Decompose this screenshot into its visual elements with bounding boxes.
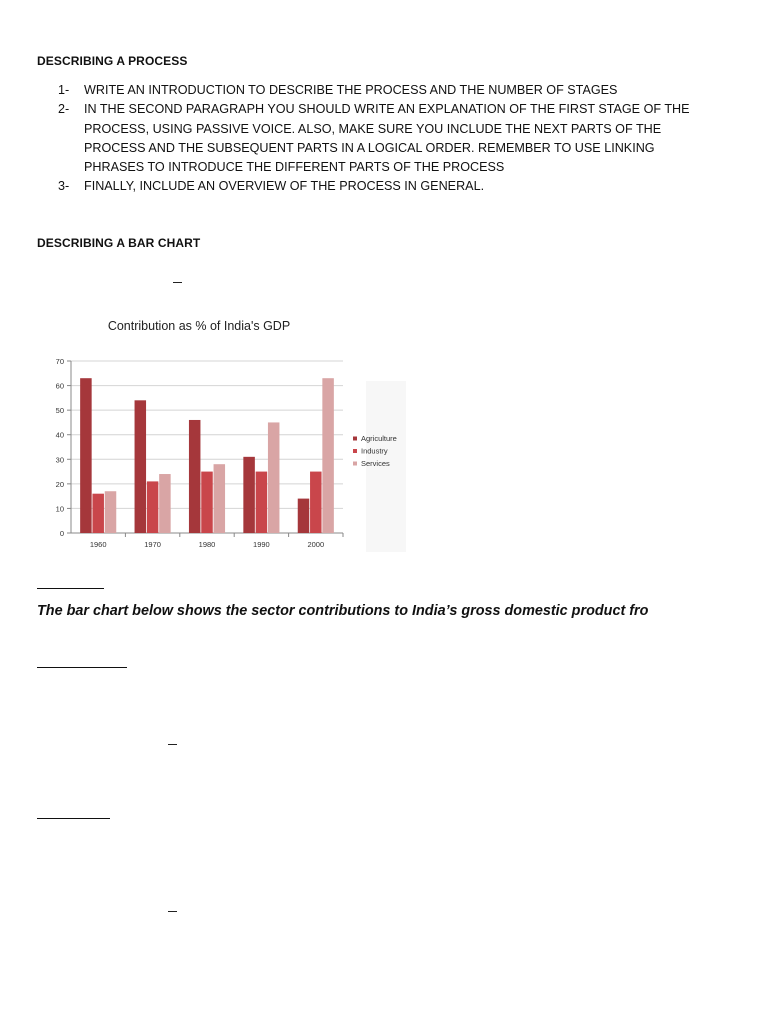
underline-blank [37, 588, 104, 589]
underline-blank [37, 818, 110, 819]
bar-services-1990 [268, 422, 280, 533]
chart-svg [36, 312, 406, 552]
x-tick-label: 2000 [307, 540, 325, 549]
bar-industry-2000 [310, 472, 322, 533]
y-tick-label: 60 [55, 381, 64, 391]
y-tick-label: 50 [55, 406, 64, 416]
chart-description: The bar chart below shows the sector contributions to India’s gross domestic product fro [37, 603, 649, 619]
legend-label-services: Services [361, 459, 390, 468]
legend-label-industry: Industry [361, 446, 388, 456]
list-number: 2- [58, 102, 70, 117]
list-text: IN THE SECOND PARAGRAPH YOU SHOULD WRITE AN EXPLANATION OF THE FIRST STAGE OF THE PROCESS, USING PASSIVE VOICE. ALSO, MAKE SURE YOU INCLUDE THE NEXT PARTS OF THE PROCESS AND THE SUBSEQUENT PARTS IN A LOGICAL ORDER. REMEMBER TO USE LINKING PHRASES TO INTRODUCE THE DIFFERENT PARTS OF THE PROCESS [84, 102, 690, 175]
bar-services-1980 [214, 464, 226, 533]
legend-swatch-industry [353, 449, 357, 453]
dash-mark [168, 911, 177, 912]
bar-agriculture-2000 [298, 499, 310, 533]
bar-industry-1970 [147, 481, 159, 533]
x-tick-label: 1990 [253, 540, 270, 549]
y-tick-label: 30 [55, 455, 64, 465]
dash-mark [168, 744, 177, 745]
bar-chart [36, 312, 406, 552]
list-text: FINALLY, INCLUDE AN OVERVIEW OF THE PROCESS IN GENERAL. [84, 179, 485, 194]
legend-label-agriculture: Agriculture [361, 434, 397, 443]
process-steps-list [58, 81, 708, 197]
bar-agriculture-1980 [189, 420, 201, 533]
bar-services-1960 [105, 491, 117, 533]
chart-title: Contribution as % of India's GDP [107, 319, 291, 333]
barchart-heading: DESCRIBING A BAR CHART [37, 236, 201, 250]
bar-agriculture-1960 [80, 378, 92, 533]
list-item [58, 177, 708, 196]
y-tick-label: 0 [59, 529, 64, 538]
bar-services-2000 [322, 378, 334, 533]
x-tick-label: 1970 [144, 540, 161, 549]
underline-blank [37, 667, 127, 668]
list-item [58, 100, 708, 177]
bar-services-1970 [159, 474, 171, 533]
dash-mark [173, 282, 182, 283]
x-tick-label: 1960 [89, 540, 107, 549]
y-tick-label: 10 [55, 504, 64, 514]
legend-swatch-agriculture [353, 437, 357, 441]
list-text: WRITE AN INTRODUCTION TO DESCRIBE THE PROCESS AND THE NUMBER OF STAGES [84, 83, 618, 97]
list-item [58, 81, 708, 100]
x-tick-label: 1980 [198, 540, 216, 549]
bar-industry-1980 [201, 472, 213, 533]
y-tick-label: 40 [55, 430, 64, 440]
y-tick-label: 70 [55, 357, 64, 366]
bar-agriculture-1990 [243, 457, 255, 533]
bar-agriculture-1970 [135, 400, 147, 533]
y-tick-label: 20 [55, 479, 64, 489]
bar-industry-1960 [92, 494, 104, 533]
bar-industry-1990 [256, 472, 268, 533]
legend-swatch-services [353, 462, 357, 466]
list-number: 3- [58, 179, 70, 194]
process-heading: DESCRIBING A PROCESS [37, 54, 188, 68]
list-number: 1- [58, 83, 70, 97]
